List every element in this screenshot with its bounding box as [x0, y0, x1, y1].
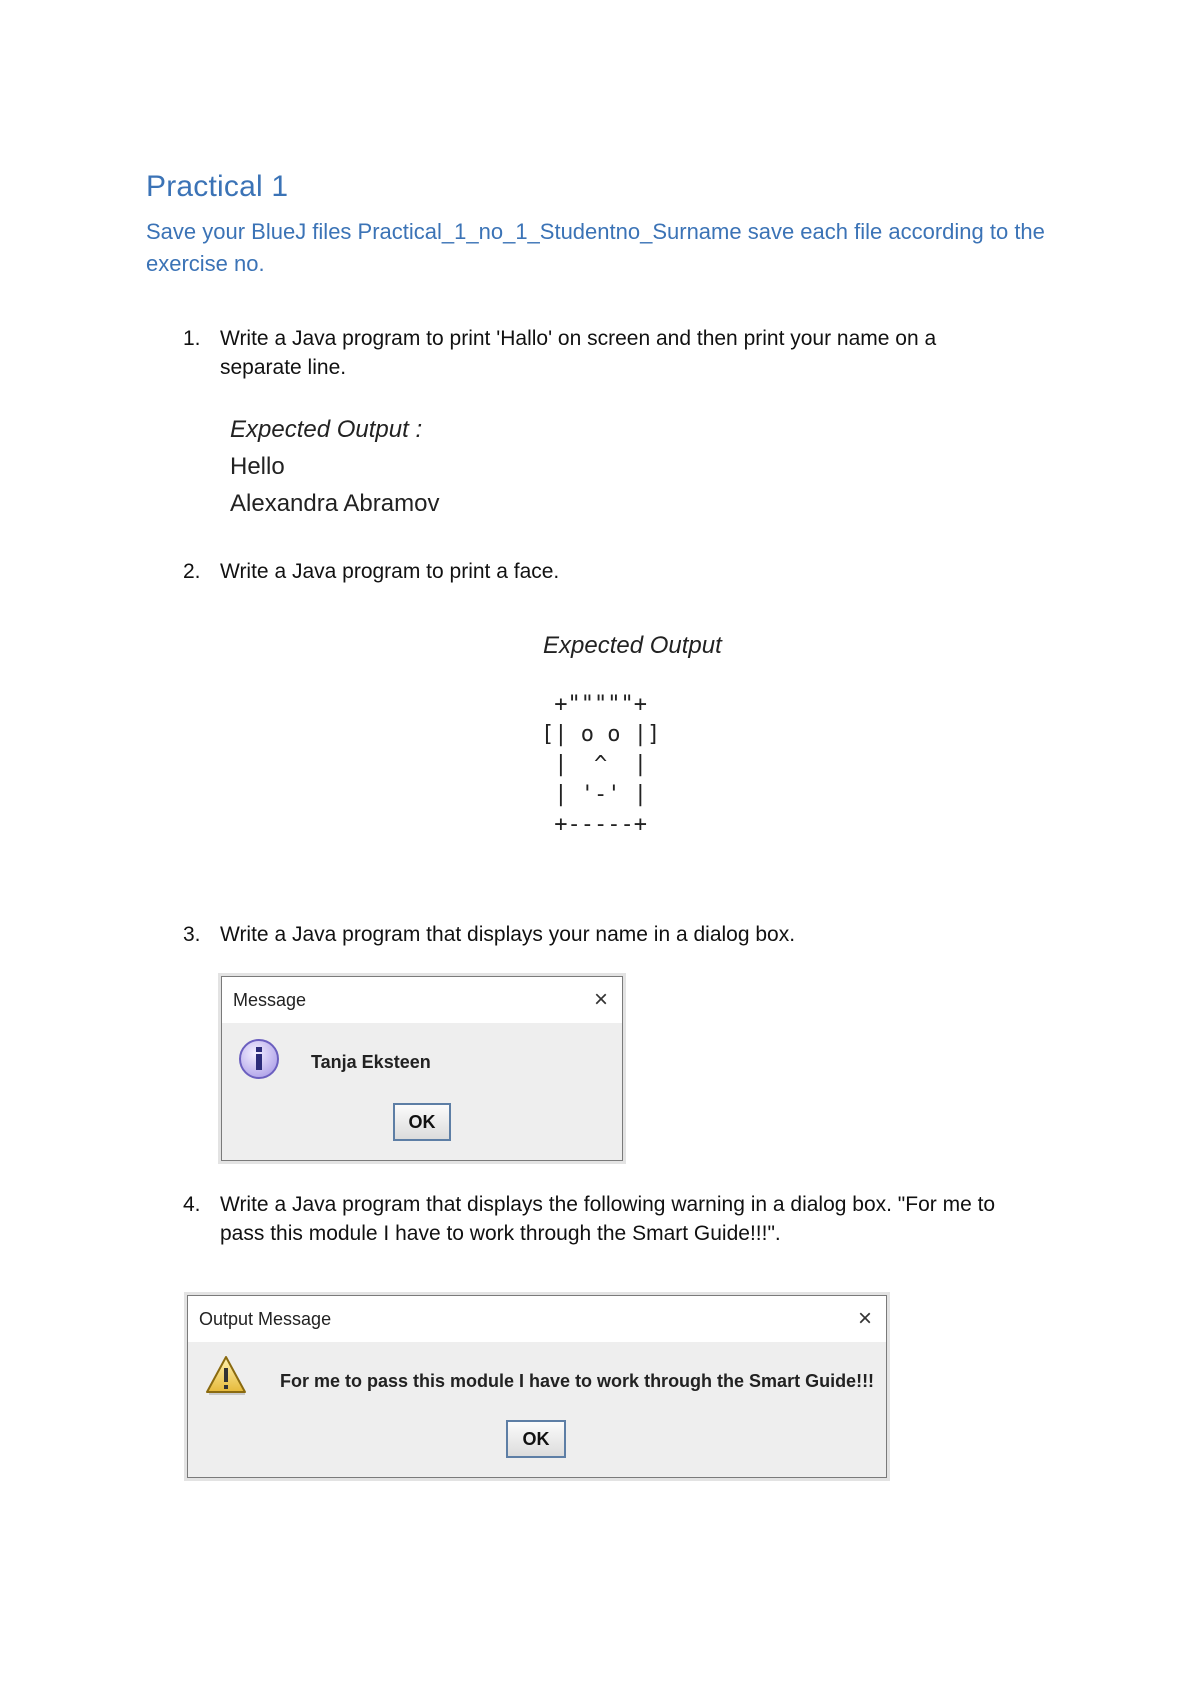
- page-title: Practical 1: [146, 170, 289, 203]
- message-dialog: [221, 976, 623, 1161]
- output-message-dialog: [187, 1295, 887, 1478]
- ok-button[interactable]: OK: [393, 1103, 451, 1141]
- question-text-line-1: Write a Java program that displays your name in a dialog box.: [220, 923, 796, 946]
- dialog-message: Tanja Eksteen: [311, 1052, 431, 1072]
- page-subtitle: Save your BlueJ files Practical_1_no_1_Studentno_Surname save each file according to the exercise no.: [146, 219, 1045, 276]
- expected-output-label: Expected Output :: [230, 416, 423, 443]
- close-icon[interactable]: ×: [857, 1305, 872, 1332]
- expected-output-line: Hello: [230, 453, 285, 480]
- ascii-face-line: [| o o |]: [541, 722, 661, 747]
- warning-icon: [204, 1354, 248, 1396]
- expected-output-label: Expected Output: [543, 632, 722, 659]
- question-text-line-2: separate line.: [220, 356, 347, 379]
- ascii-face-line: | ^ |: [541, 752, 647, 777]
- question-text-line-1: Write a Java program to print 'Hallo' on screen and then print your name on a: [220, 327, 937, 350]
- dialog-title: Output Message: [199, 1309, 332, 1329]
- close-icon[interactable]: ×: [593, 986, 608, 1013]
- ok-button[interactable]: OK: [506, 1420, 566, 1458]
- question-1: [183, 325, 1063, 385]
- question-2: [183, 558, 1063, 588]
- question-text-line-2: pass this module I have to work through the Smart Guide!!!".: [220, 1222, 781, 1245]
- ascii-face-line: +"""""+: [541, 692, 647, 717]
- question-number: 2.: [183, 560, 201, 583]
- ascii-face-line: +-----+: [541, 812, 647, 837]
- dialog-title-bar: [222, 977, 622, 1023]
- question-number: 3.: [183, 923, 201, 946]
- question-number: 1.: [183, 327, 201, 350]
- expected-output-line: Alexandra Abramov: [230, 490, 440, 517]
- ascii-face: [541, 690, 660, 840]
- dialog-title-bar: [188, 1296, 886, 1342]
- question-3: [183, 921, 1063, 951]
- info-icon: [238, 1038, 280, 1080]
- dialog-message: For me to pass this module I have to work through the Smart Guide!!!: [280, 1371, 875, 1391]
- question-4: [183, 1191, 1063, 1251]
- question-text-line-1: Write a Java program to print a face.: [220, 560, 560, 583]
- ascii-face-line: | '-' |: [541, 782, 647, 807]
- question-text-line-1: Write a Java program that displays the following warning in a dialog box. "For me to: [220, 1193, 996, 1216]
- question-number: 4.: [183, 1193, 201, 1216]
- dialog-title: Message: [233, 990, 307, 1010]
